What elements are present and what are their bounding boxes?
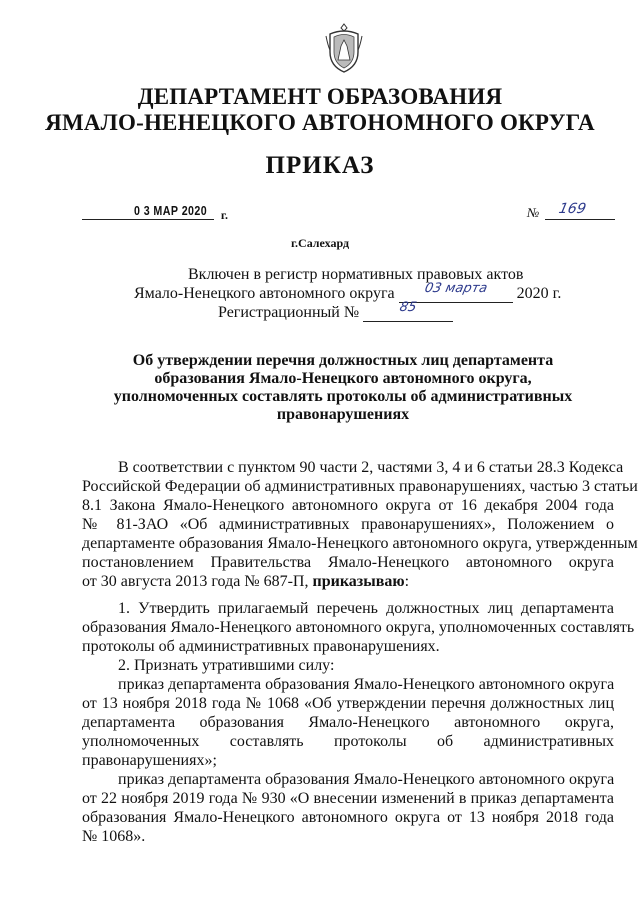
registration-year: 2020 г.: [516, 285, 562, 302]
text-line: В соответствии с пунктом 90 части 2, частями 3, 4 и 6 статьи 28.3 Кодекса: [118, 459, 624, 476]
registration-line2: [134, 281, 562, 303]
text-line: протоколы об административных правонарушениях.: [82, 638, 440, 655]
title-line: уполномоченных составлять протоколы об административных: [113, 388, 573, 405]
text-line: приказ департамента образования Ямало-Ненецкого автономного округа: [118, 676, 615, 693]
text-line: № 1068».: [82, 828, 146, 845]
registration-line3: [218, 300, 457, 322]
document-title: [110, 352, 576, 424]
text-line: 1. Утвердить прилагаемый перечень должностных лиц департамента: [118, 600, 614, 617]
text-line: 8.1 Закона Ямало-Ненецкого автономного округа от 16 декабря 2004 года: [82, 497, 614, 514]
city: г.Салехард: [290, 236, 350, 250]
text-line: [82, 572, 614, 591]
text-line: от 22 ноября 2019 года № 930 «О внесении изменений в приказ департамента: [82, 790, 614, 807]
registration-number-handwritten: 85: [398, 300, 419, 315]
text-line: департамента образования Ямало-Ненецкого автономного округа,: [82, 714, 614, 731]
preamble-paragraph: [82, 458, 638, 591]
order-keyword: приказываю: [312, 573, 405, 590]
text-line: департаменте образования Ямало-Ненецкого автономного округа, утвержденным: [82, 535, 638, 552]
registration-line1: Включен в регистр нормативных правовых актов: [188, 266, 524, 283]
preamble-colon: :: [404, 573, 410, 590]
registration-number-field: [363, 300, 453, 322]
coat-of-arms-icon: [324, 22, 364, 74]
item-2-heading: 2. Признать утратившими силу:: [118, 657, 335, 674]
text-line: от 13 ноября 2018 года № 1068 «Об утверждении перечня должностных лиц: [82, 695, 614, 712]
text-line: приказ департамента образования Ямало-Ненецкого автономного округа: [118, 771, 615, 788]
preamble-last-text: от 30 августа 2013 года № 687-П,: [82, 573, 313, 590]
registration-number-label: Регистрационный №: [218, 304, 360, 321]
title-line: Об утверждении перечня должностных лиц департамента: [132, 352, 554, 369]
text-line: постановлением Правительства Ямало-Ненецкого автономного округа: [82, 554, 614, 571]
item-2: [82, 656, 614, 846]
registration-date-handwritten: 03 марта: [422, 281, 489, 296]
department-name-line1: ДЕПАРТАМЕНТ ОБРАЗОВАНИЯ: [137, 84, 503, 109]
number-sign: №: [527, 205, 540, 220]
department-name-line2: ЯМАЛО-НЕНЕЦКОГО АВТОНОМНОГО ОКРУГА: [45, 110, 595, 135]
text-line: уполномоченных составлять протоколы об административных: [82, 733, 614, 750]
text-line: Российской Федерации об административных правонарушениях, частью 3 статьи: [82, 478, 638, 495]
title-line: образования Ямало-Ненецкого автономного округа,: [154, 370, 532, 387]
number-handwritten: 169: [557, 201, 588, 217]
text-line: образования Ямало-Ненецкого автономного округа, уполномоченных составлять: [82, 619, 635, 636]
text-line: образования Ямало-Ненецкого автономного округа от 13 ноября 2018 года: [82, 809, 614, 826]
order-date: [82, 203, 228, 223]
order-title: ПРИКАЗ: [265, 152, 375, 179]
text-line: правонарушениях»;: [82, 752, 217, 769]
title-line: правонарушениях: [276, 406, 410, 423]
date-stamp: 0 3 МАР 2020: [134, 203, 208, 218]
order-number: [527, 203, 615, 223]
text-line: № 81-ЗАО «Об административных правонарушениях», Положением о: [82, 516, 614, 533]
registration-prefix: Ямало-Ненецкого автономного округа: [134, 285, 395, 302]
item-1: [82, 599, 635, 656]
year-suffix: г.: [220, 208, 228, 222]
